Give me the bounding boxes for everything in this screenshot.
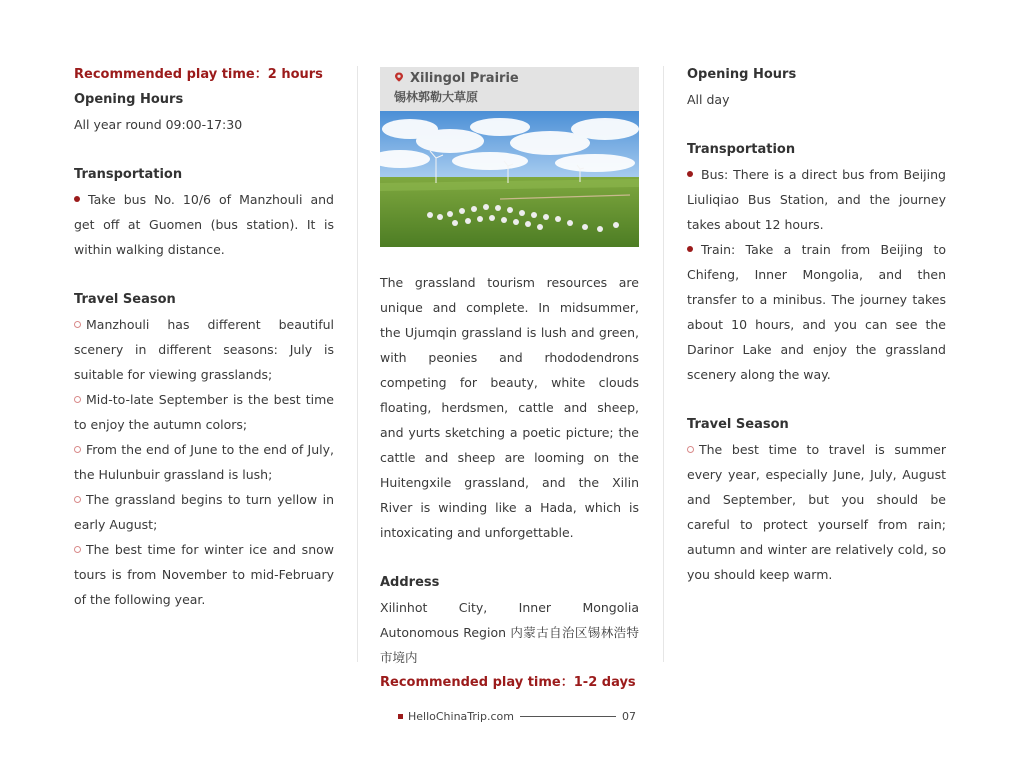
- address-title: Address: [380, 575, 440, 590]
- season-item: The best time to travel is summer every year, especially June, July, August and September, but you should be careful to protect yourself from rain; autumn and winter are relatively cold, so you should keep warm.: [687, 442, 946, 582]
- travel-season-title-right: Travel Season: [687, 417, 789, 432]
- opening-hours-title-left: Opening Hours: [74, 92, 184, 107]
- season-item: Manzhouli has different beautiful scenery in different seasons: July is suitable for viewing grasslands;: [74, 317, 334, 382]
- footer-site: HelloChinaTrip.com: [408, 710, 514, 723]
- dot-bullet-icon: [687, 246, 693, 252]
- ring-bullet-icon: [74, 446, 81, 453]
- opening-hours-text-left: All year round 09:00-17:30: [74, 117, 243, 132]
- transport-item: Bus: There is a direct bus from Beijing Liuliqiao Bus Station, and the journey takes about 12 hours.: [687, 167, 946, 232]
- ring-bullet-icon: [74, 396, 81, 403]
- prairie-photo: [380, 111, 639, 247]
- caption-chinese: 锡林郭勒大草原: [394, 90, 479, 104]
- dot-bullet-icon: [687, 171, 693, 177]
- transport-item: Take bus No. 10/6 of Manzhouli and get off at Guomen (bus station). It is within walking distance.: [74, 192, 334, 257]
- location-pin-icon: [394, 72, 404, 82]
- transportation-title-left: Transportation: [74, 167, 183, 182]
- recommended-time-middle: Recommended play time：1-2 days: [380, 675, 636, 690]
- transport-item: Train: Take a train from Beijing to Chifeng, Inner Mongolia, and then transfer to a minibus. The journey takes about 10 hours, and you can see the Darinor Lake and enjoy the grassland scenery along the way.: [687, 242, 946, 382]
- caption-english: Xilingol Prairie: [410, 71, 519, 86]
- footer-rule: [520, 716, 616, 717]
- prairie-description: The grassland tourism resources are unique and complete. In midsummer, the Ujumqin grassland is lush and green, with peonies and rhododendrons competing for beauty, white clouds floating, herdsmen, cattle and sheep, and yurts sketching a poetic picture; the cattle and sheep are looming on the Huitengxile grassland, and the Xilin River is winding like a Hada, which is intoxicating and unforgettable.: [380, 275, 639, 540]
- travel-season-title-left: Travel Season: [74, 292, 176, 307]
- season-item: From the end of June to the end of July, the Hulunbuir grassland is lush;: [74, 442, 334, 482]
- season-item: The best time for winter ice and snow tours is from November to mid-February of the following year.: [74, 542, 334, 607]
- opening-hours-text-right: All day: [687, 92, 730, 107]
- ring-bullet-icon: [74, 496, 81, 503]
- left-column: [74, 62, 334, 612]
- column-divider: [663, 66, 664, 662]
- address-text: Xilinhot City, Inner Mongolia Autonomous Region 内蒙古自治区锡林浩特市境内: [380, 600, 639, 665]
- recommended-time-left: Recommended play time：2 hours: [74, 67, 323, 82]
- square-marker-icon: [398, 714, 403, 719]
- column-divider: [357, 66, 358, 662]
- season-item: The grassland begins to turn yellow in early August;: [74, 492, 334, 532]
- opening-hours-title-right: Opening Hours: [687, 67, 797, 82]
- right-column: [687, 62, 946, 587]
- transportation-title-right: Transportation: [687, 142, 796, 157]
- page-footer: [398, 709, 636, 725]
- ring-bullet-icon: [74, 546, 81, 553]
- ring-bullet-icon: [74, 321, 81, 328]
- page-number: 07: [621, 710, 636, 723]
- dot-bullet-icon: [74, 196, 80, 202]
- photo-caption: [380, 67, 639, 111]
- season-item: Mid-to-late September is the best time to enjoy the autumn colors;: [74, 392, 334, 432]
- ring-bullet-icon: [687, 446, 694, 453]
- middle-column: [380, 67, 639, 695]
